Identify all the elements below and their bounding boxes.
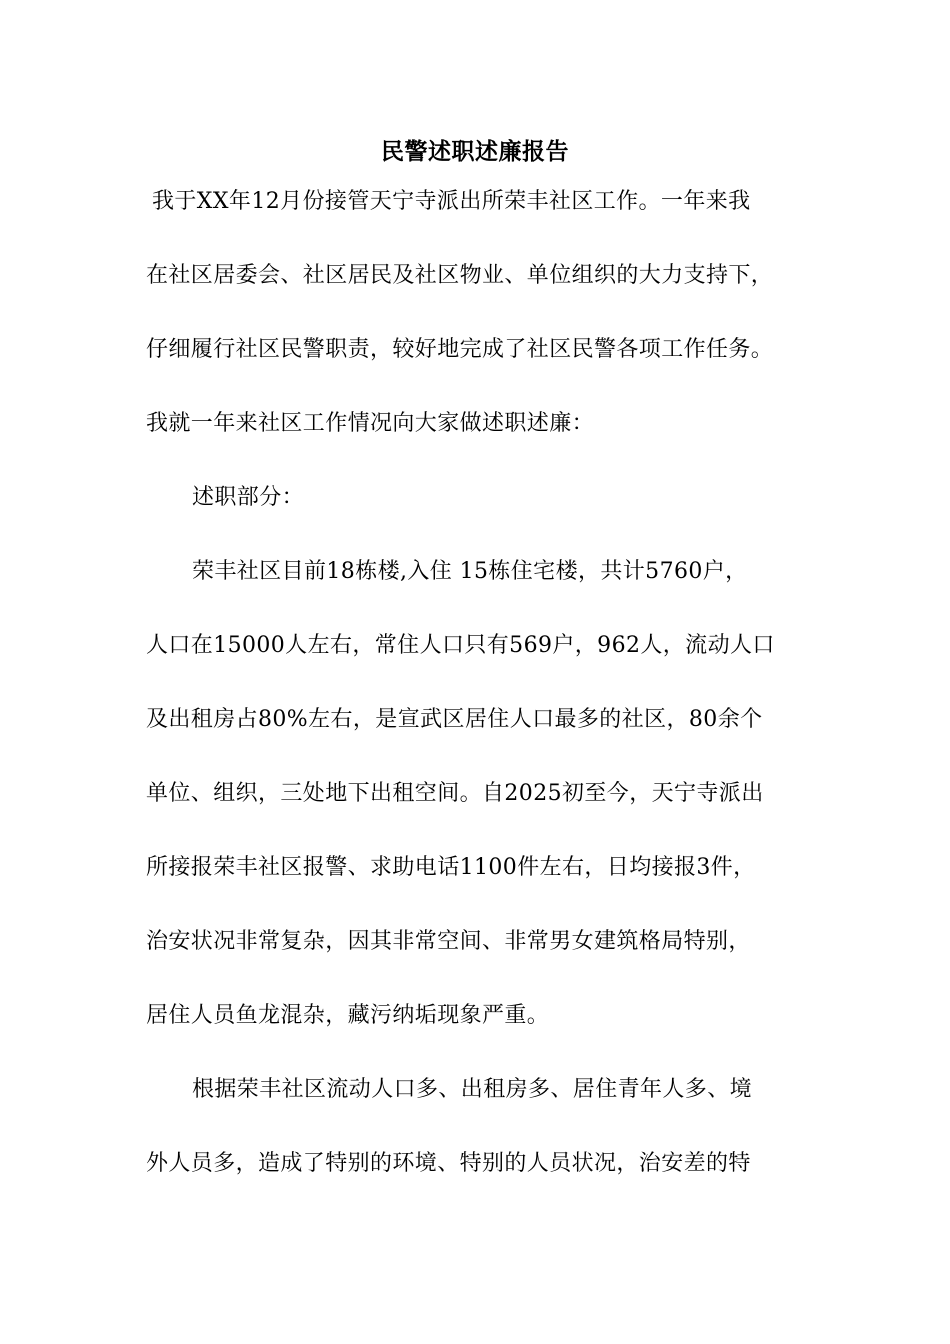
body-line-7: 人口在15000人左右，常住人口只有569户，962人，流动人口 bbox=[146, 633, 775, 658]
document-title: 民警述职述廉报告 bbox=[381, 138, 569, 165]
body-line-10: 所接报荣丰社区报警、求助电话1100件左右，日均接报3件， bbox=[146, 855, 756, 880]
body-line-11: 治安状况非常复杂，因其非常空间、非常男女建筑格局特别， bbox=[146, 929, 751, 954]
body-line-6: 荣丰社区目前18栋楼,入住 15栋住宅楼，共计5760户， bbox=[192, 559, 748, 584]
body-line-9: 单位、组织，三处地下出租空间。自2025初至今，天宁寺派出 bbox=[146, 781, 764, 806]
section-heading-shuzhi: 述职部分： bbox=[192, 485, 305, 510]
body-line-13: 根据荣丰社区流动人口多、出租房多、居住青年人多、境 bbox=[192, 1077, 753, 1102]
body-line-2: 在社区居委会、社区居民及社区物业、单位组织的大力支持下， bbox=[146, 263, 774, 288]
body-line-4: 我就一年来社区工作情况向大家做述职述廉： bbox=[146, 411, 595, 436]
body-line-1: 我于XX年12月份接管天宁寺派出所荣丰社区工作。一年来我 bbox=[152, 189, 751, 214]
body-line-8: 及出租房占80%左右，是宣武区居住人口最多的社区，80余个 bbox=[146, 707, 763, 732]
body-line-3: 仔细履行社区民警职责，较好地完成了社区民警各项工作任务。 bbox=[146, 337, 774, 362]
body-line-12: 居住人员鱼龙混杂，藏污纳垢现象严重。 bbox=[146, 1003, 550, 1028]
body-line-14: 外人员多，造成了特别的环境、特别的人员状况，治安差的特 bbox=[146, 1151, 751, 1176]
